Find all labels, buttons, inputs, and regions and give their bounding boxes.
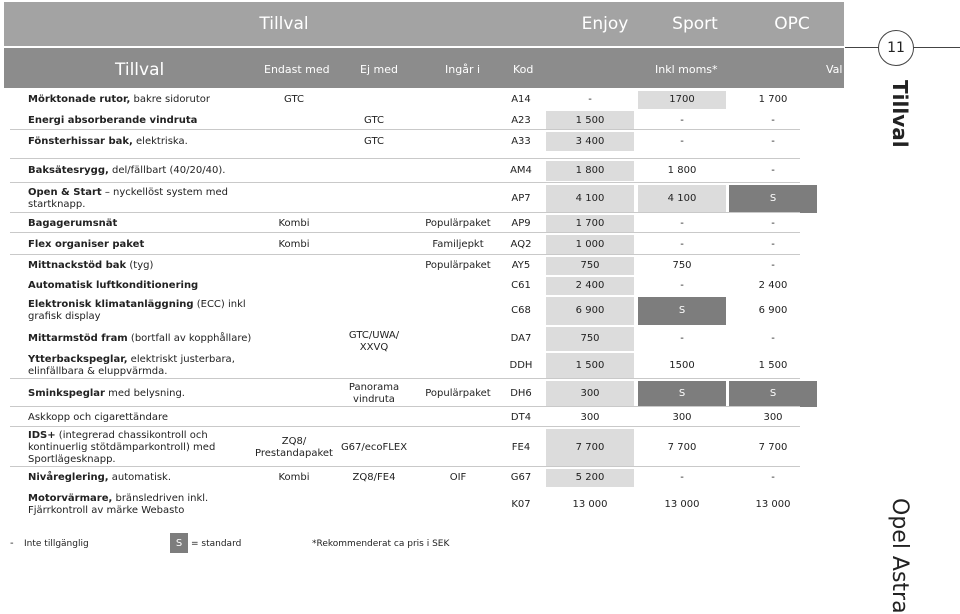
- cell-sport: -: [680, 333, 684, 344]
- cell-ej: [340, 215, 408, 233]
- cell-opc: -: [771, 239, 775, 250]
- option-name: [28, 234, 258, 256]
- subheader-val: Val: [826, 63, 843, 76]
- option-name: [28, 110, 258, 131]
- option-name: [28, 326, 258, 352]
- option-name-bold: Mörktonade rutor,: [28, 94, 131, 105]
- cell-enjoy: 1 800: [546, 161, 634, 181]
- option-name-text: bränsledriven inkl. Fjärrkontroll av märke Webasto: [28, 493, 209, 516]
- cell-sport: -: [680, 280, 684, 291]
- cell-sport: 300: [672, 412, 692, 423]
- cell-endast: [255, 297, 333, 325]
- header-opc: [740, 2, 844, 46]
- option-name: [28, 131, 258, 152]
- header-tillval-label: Tillval: [259, 14, 309, 34]
- cell-ej: G67/ecoFLEX: [340, 442, 408, 453]
- cell-ingar: [418, 489, 498, 521]
- cell-kod: DT4: [510, 412, 532, 423]
- cell-ej: [340, 277, 408, 295]
- cell-enjoy: 13 000: [572, 499, 608, 510]
- cell-endast: Kombi: [278, 239, 310, 250]
- cell-opc: S: [729, 381, 817, 407]
- cell-enjoy: -: [588, 94, 592, 105]
- side-brand: [882, 498, 922, 614]
- cell-ej: [340, 161, 408, 181]
- option-name-text: automatisk.: [108, 472, 172, 483]
- subheader-tillval: Tillval: [115, 60, 165, 80]
- cell-opc: 6 900: [758, 305, 788, 316]
- row-divider: [10, 129, 800, 130]
- legend-dash-text: Inte tillgänglig: [24, 539, 89, 549]
- cell-opc: 1 500: [758, 360, 788, 371]
- row-divider: [10, 406, 800, 407]
- cell-ej: GTC: [364, 135, 384, 147]
- cell-ej: GTC: [364, 114, 384, 126]
- option-name-bold: Baksätesrygg,: [28, 165, 109, 176]
- cell-endast: [255, 161, 333, 181]
- cell-ej: [340, 353, 408, 379]
- option-name-bold: Mittnackstöd bak: [28, 260, 127, 271]
- cell-ingar: [418, 297, 498, 325]
- subheader-endast-med: Endast med: [264, 63, 330, 76]
- header-sport-label: Sport: [672, 14, 718, 34]
- option-name: [28, 160, 258, 182]
- option-name: [28, 428, 258, 468]
- cell-ingar: [418, 185, 498, 213]
- option-name-text: bakre sidorutor: [130, 94, 211, 105]
- cell-endast: [255, 381, 333, 407]
- option-name: [28, 256, 258, 276]
- header-opc-label: OPC: [774, 14, 810, 34]
- cell-enjoy: 750: [546, 327, 634, 351]
- cell-opc: 1 700: [758, 94, 788, 105]
- option-name-text: Askkopp och cigarettändare: [28, 412, 169, 423]
- option-name-bold: Fönsterhissar bak,: [28, 135, 133, 147]
- cell-kod: G67: [510, 472, 532, 483]
- cell-ingar: Populärpaket: [425, 218, 491, 229]
- option-name-bold: Sminkspeglar: [28, 388, 105, 399]
- cell-kod: DA7: [510, 333, 532, 344]
- cell-opc: 7 700: [758, 442, 788, 453]
- page-number: [878, 30, 914, 66]
- cell-sport: -: [680, 114, 684, 126]
- cell-endast: [255, 327, 333, 351]
- option-name-bold: Motorvärmare,: [28, 493, 113, 504]
- cell-sport: 1 800: [667, 165, 697, 176]
- cell-sport: 1700: [638, 91, 726, 109]
- cell-sport: 1500: [669, 360, 695, 371]
- cell-ingar: Populärpaket: [425, 388, 491, 399]
- subheader-inkl-moms: Inkl moms*: [655, 63, 718, 76]
- cell-ingar: Populärpaket: [425, 260, 491, 271]
- cell-sport: -: [680, 218, 684, 229]
- row-divider: [10, 254, 800, 255]
- cell-kod: AP7: [511, 193, 531, 204]
- cell-enjoy: 3 400: [546, 132, 634, 151]
- cell-ingar: [418, 327, 498, 351]
- cell-ingar: OIF: [449, 472, 467, 483]
- side-title-text: Tillval: [888, 80, 912, 148]
- option-name: [28, 214, 258, 234]
- cell-sport: -: [680, 239, 684, 250]
- cell-enjoy: 7 700: [546, 429, 634, 467]
- cell-opc: -: [771, 114, 775, 126]
- row-divider: [10, 426, 800, 427]
- cell-ingar: [418, 353, 498, 379]
- option-name-bold: Mittarmstöd fram: [28, 333, 128, 344]
- option-name-text: (integrerad chassikontroll och kontinuerlig stötdämparkontroll) med Sportlägesknapp.: [28, 430, 216, 465]
- legend-s-text: = standard: [191, 539, 242, 549]
- cell-kod: AY5: [511, 260, 531, 271]
- cell-kod: A14: [511, 94, 531, 105]
- cell-enjoy: 750: [546, 257, 634, 275]
- cell-endast: [255, 353, 333, 379]
- cell-ej: ZQ8/FE4: [352, 472, 396, 483]
- option-name-text: (ECC) inkl grafisk display: [28, 299, 246, 322]
- option-name-bold: Nivåreglering,: [28, 472, 109, 483]
- legend-dash: -: [10, 538, 14, 549]
- option-name: [28, 352, 258, 380]
- option-name: [28, 408, 258, 428]
- cell-ej: [340, 409, 408, 427]
- header-enjoy: [560, 2, 650, 46]
- option-name-bold: Open & Start: [28, 187, 102, 198]
- cell-endast: [255, 277, 333, 295]
- cell-opc: -: [771, 260, 775, 271]
- header-tillval: [4, 2, 564, 46]
- cell-ingar: [418, 161, 498, 181]
- option-name-bold: Automatisk luftkonditionering: [28, 280, 199, 291]
- cell-kod: C68: [511, 305, 531, 316]
- cell-ej: [340, 297, 408, 325]
- cell-kod: AP9: [511, 218, 531, 229]
- option-name-bold: Elektronisk klimatanläggning: [28, 299, 194, 310]
- row-divider: [10, 466, 800, 467]
- cell-ej: [340, 489, 408, 521]
- cell-ingar: [418, 409, 498, 427]
- subheader-kod: Kod: [513, 63, 534, 76]
- cell-sport: S: [638, 381, 726, 407]
- cell-kod: DH6: [510, 388, 532, 399]
- cell-opc: -: [771, 333, 775, 344]
- cell-kod: AQ2: [510, 239, 532, 250]
- option-name: [28, 488, 258, 522]
- option-name: [28, 184, 258, 214]
- option-name-bold: Flex organiser paket: [28, 239, 145, 250]
- cell-ej: [340, 257, 408, 275]
- cell-endast: Kombi: [278, 218, 310, 229]
- cell-enjoy: 1 500: [546, 353, 634, 379]
- cell-endast: [255, 185, 333, 213]
- cell-sport: S: [638, 297, 726, 325]
- row-divider: [10, 158, 800, 159]
- cell-kod: A23: [511, 114, 531, 126]
- cell-sport: 7 700: [667, 442, 697, 453]
- legend-s-box: [170, 533, 188, 553]
- row-divider: [10, 182, 800, 183]
- option-name: [28, 90, 258, 110]
- side-brand-text: Opel Astra: [887, 498, 912, 614]
- cell-opc: -: [771, 218, 775, 229]
- option-name-text: (bortfall av kopphållare): [127, 333, 252, 344]
- option-name-text: elektriska.: [132, 135, 188, 147]
- cell-opc: -: [771, 165, 775, 176]
- option-name: [28, 468, 258, 488]
- cell-enjoy: 5 200: [546, 469, 634, 487]
- cell-enjoy: 300: [580, 412, 600, 423]
- option-name-bold: Energi absorberande vindruta: [28, 114, 198, 126]
- cell-ej: [340, 235, 408, 255]
- cell-sport: -: [680, 135, 684, 147]
- cell-enjoy: 1 700: [546, 215, 634, 233]
- cell-ej: [340, 185, 408, 213]
- option-name-bold: Bagagerumsnät: [28, 218, 118, 229]
- side-title: [872, 80, 912, 148]
- cell-opc: 2 400: [758, 280, 788, 291]
- header-sport: [650, 2, 740, 46]
- cell-endast: [255, 409, 333, 427]
- cell-opc: 300: [763, 412, 783, 423]
- cell-ej: GTC/UWA/ XXVQ: [348, 330, 400, 353]
- cell-opc: -: [771, 135, 775, 147]
- cell-enjoy: 2 400: [546, 277, 634, 295]
- cell-ingar: [418, 91, 498, 109]
- cell-opc: -: [771, 472, 775, 483]
- cell-enjoy: 4 100: [546, 185, 634, 213]
- cell-ingar: [418, 277, 498, 295]
- cell-enjoy: 1 500: [546, 111, 634, 130]
- cell-kod: A33: [511, 135, 531, 147]
- subheader-ingar-i: Ingår i: [445, 63, 481, 76]
- cell-opc: S: [729, 185, 817, 213]
- cell-endast: GTC: [284, 94, 304, 105]
- cell-ingar: [418, 429, 498, 467]
- cell-kod: C61: [511, 280, 531, 291]
- cell-ingar: [418, 132, 498, 151]
- cell-endast: [255, 111, 333, 130]
- cell-ej: [340, 91, 408, 109]
- row-divider: [10, 378, 800, 379]
- option-name-text: – nyckellöst system med startknapp.: [28, 187, 228, 210]
- cell-ej: Panorama vindruta: [348, 382, 400, 405]
- cell-ingar: [418, 111, 498, 130]
- option-name-bold: IDS+: [28, 430, 56, 441]
- legend-note: *Rekommenderat ca pris i SEK: [312, 539, 450, 549]
- row-divider: [10, 232, 800, 233]
- cell-sport: 13 000: [664, 499, 700, 510]
- cell-sport: 750: [672, 260, 692, 271]
- page-number-text: 11: [887, 40, 905, 56]
- cell-sport: -: [680, 472, 684, 483]
- option-name-text: del/fällbart (40/20/40).: [108, 165, 226, 176]
- header-enjoy-label: Enjoy: [581, 14, 629, 34]
- cell-ingar: Familjepkt: [432, 239, 484, 250]
- legend-s: S: [175, 537, 183, 549]
- cell-endast: [255, 489, 333, 521]
- cell-endast: [255, 132, 333, 151]
- cell-endast: Kombi: [278, 472, 310, 483]
- option-name-text: (tyg): [126, 260, 154, 271]
- cell-enjoy: 6 900: [546, 297, 634, 325]
- row-divider: [10, 212, 800, 213]
- cell-enjoy: 300: [546, 381, 634, 407]
- cell-endast: [255, 257, 333, 275]
- cell-kod: FE4: [511, 442, 531, 453]
- cell-endast: ZQ8/ Prestandapaket: [255, 436, 333, 459]
- option-name: [28, 296, 258, 326]
- cell-opc: 13 000: [755, 499, 791, 510]
- cell-sport: 4 100: [638, 185, 726, 213]
- cell-kod: DDH: [509, 360, 533, 371]
- option-name-bold: Ytterbackspeglar,: [28, 354, 128, 365]
- option-name-text: elektriskt justerbara, elinfällbara & eluppvärmda.: [28, 354, 235, 377]
- cell-kod: AM4: [510, 165, 532, 176]
- cell-kod: K07: [511, 499, 531, 510]
- subheader-ej-med: Ej med: [360, 63, 398, 76]
- option-name: [28, 276, 258, 296]
- option-name: [28, 380, 258, 408]
- option-name-text: med belysning.: [104, 388, 185, 399]
- cell-enjoy: 1 000: [546, 235, 634, 255]
